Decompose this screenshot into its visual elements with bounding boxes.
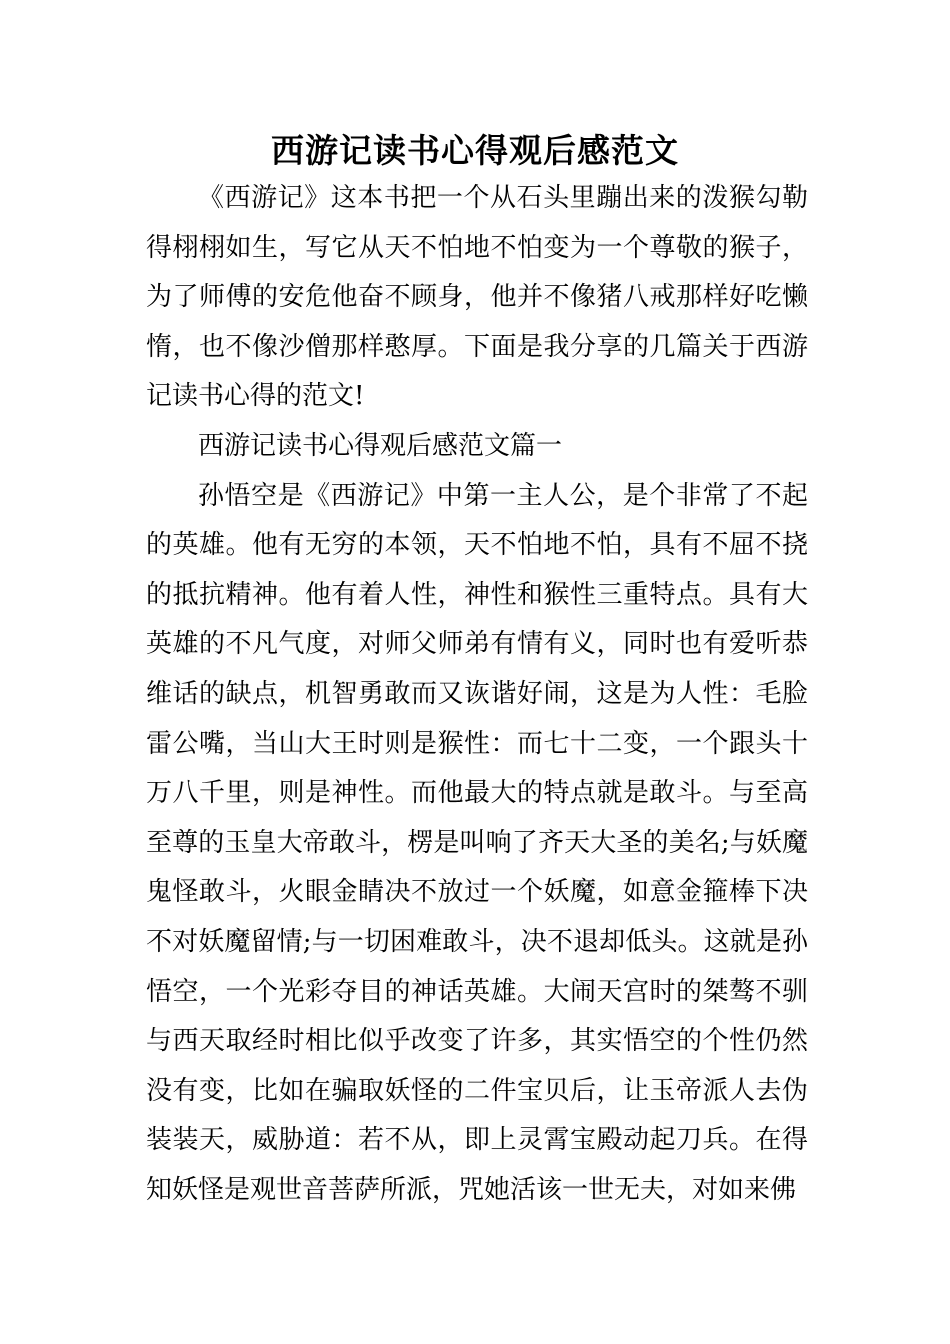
document-body (146, 174, 808, 1215)
section-heading: 西游记读书心得观后感范文篇一 (198, 430, 563, 461)
body-paragraph: 孙悟空是《西游记》中第一主人公，是个非常了不起的英雄。他有无穷的本领，天不怕地不怕，具有不屈不挠的抵抗精神。他有着人性，神性和猴性三重特点。具有大英雄的不凡气度，对师父师弟有情有义，同时也有爱听恭维话的缺点，机智勇敢而又诙谐好闹，这是为人性：毛脸雷公嘴，当山大王时则是猴性：而七十二变，一个跟头十万八千里，则是神性。而他最大的特点就是敢斗。与至高至尊的玉皇大帝敢斗，楞是叫响了齐天大圣的美名;与妖魔鬼怪敢斗，火眼金睛决不放过一个妖魔，如意金箍棒下决不对妖魔留情;与一切困难敢斗，决不退却低头。这就是孙悟空，一个光彩夺目的神话英雄。大闹天宫时的桀骜不驯与西天取经时相比似乎改变了许多，其实悟空的个性仍然没有变，比如在骗取妖怪的二件宝贝后，让玉帝派人去伪装装天，威胁道：若不从，即上灵霄宝殿动起刀兵。在得知妖怪是观世音菩萨所派，咒她活该一世无夫，对如来佛 (146, 480, 808, 1205)
intro-paragraph: 《西游记》这本书把一个从石头里蹦出来的泼猴勾勒得栩栩如生，写它从天不怕地不怕变为一个尊敬的猴子，为了师傅的安危他奋不顾身，他并不像猪八戒那样好吃懒惰，也不像沙僧那样憨厚。下面是我分享的几篇关于西游记读书心得的范文! (146, 183, 808, 412)
document-title: 西游记读书心得观后感范文 (271, 131, 679, 170)
